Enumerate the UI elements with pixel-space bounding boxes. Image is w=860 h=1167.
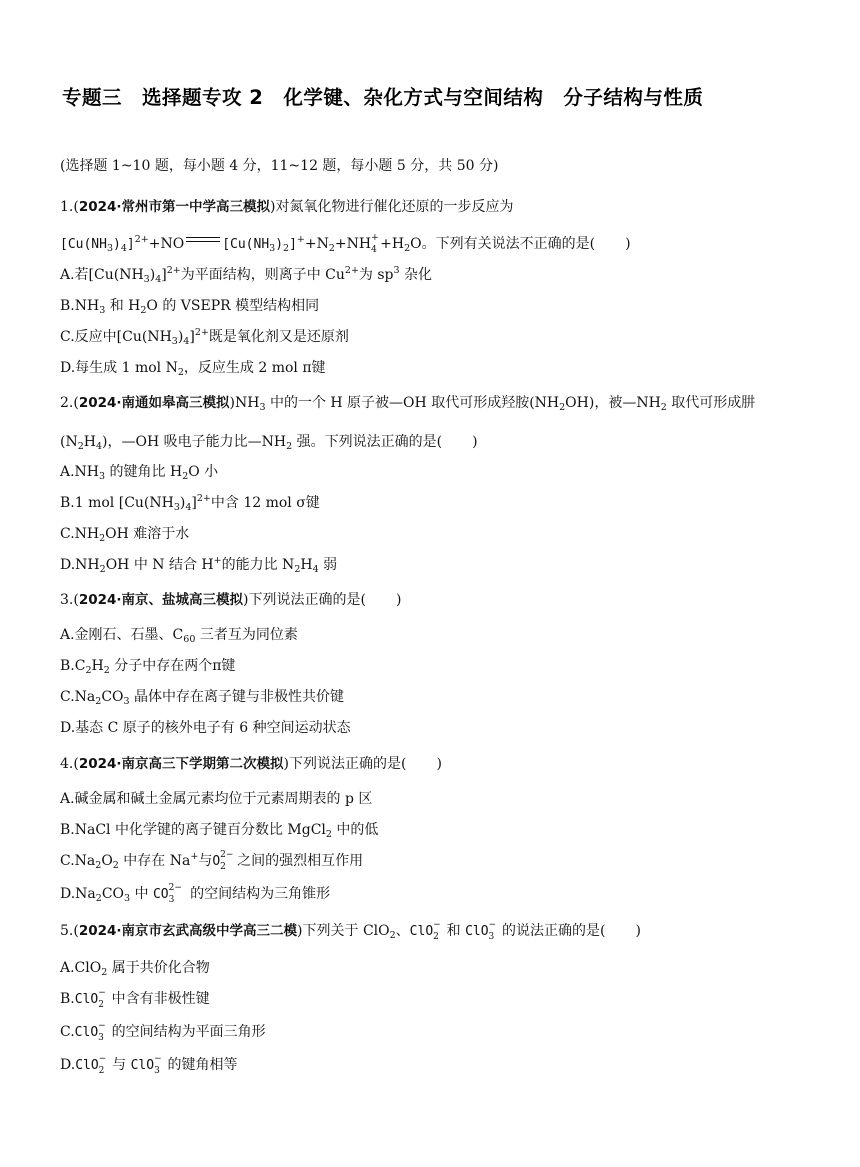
text-segment: O 小 [188,464,219,480]
text-segment: 弱 [318,557,338,573]
text-segment: 、 [395,923,410,939]
question-4-stem [60,754,442,774]
text-segment: +N [304,236,329,252]
text-segment: D.基态 C 原子的核外电子有 6 种空间运动状态 [60,720,351,736]
equals-sign [184,235,222,245]
subscript-text: 3 [99,471,106,482]
subscript-text: 4 [120,243,127,254]
text-segment: ，反应生成 2 mol π键 [183,360,326,376]
text-segment: ) [625,236,631,252]
question-1-stem [60,197,514,217]
text-segment: B. [60,991,75,1007]
text-segment: ] [189,329,195,345]
question-4-option-c[interactable] [60,851,363,872]
text-segment: ) [395,592,402,608]
question-1-option-c[interactable] [60,327,349,347]
text-segment: D.NH [60,557,100,573]
text-segment: 为 sp [358,267,394,283]
question-4-option-a[interactable] [60,789,372,809]
subscript-text: 3 [259,402,266,413]
subscript-text: 2 [140,305,147,316]
text-segment: C. [60,1024,75,1040]
text-segment: 4.( [60,756,79,772]
text-segment: 之间的强烈相互作用 [237,853,364,869]
text-segment: 的能力比 N [221,557,295,573]
text-segment: O 的 VSEPR 模型结构相同 [146,298,320,314]
text-segment: )下列关于 ClO [297,923,390,939]
text-segment: OH)，被—NH [565,395,661,411]
question-source: 2024·常州市第一中学高三模拟 [78,199,271,215]
question-1-option-a[interactable] [60,265,432,285]
text-segment: ) [472,434,478,450]
text-segment: 杂化 [399,267,433,283]
text-segment: ClO [465,924,489,939]
text-segment: − [488,920,497,930]
text-segment: 3 [488,932,495,942]
text-segment: ] [161,267,167,283]
subscript-text: 2 [99,533,106,544]
question-2-option-c[interactable] [60,524,189,544]
text-segment: 和 H [105,298,141,314]
text-segment: 中的低 [331,822,379,838]
subscript-text: 4 [183,336,190,347]
question-2-option-a[interactable] [60,462,218,482]
text-segment: +H [380,236,405,252]
subscript-text: 2 [294,564,301,575]
text-segment: A.碱金属和碱土金属元素均位于元素周期表的 p 区 [60,791,373,807]
text-segment: ) [113,237,121,252]
text-segment: B.NH [60,298,100,314]
text-segment: 取代可形成肼 [666,395,756,411]
text-segment: OH 难溶于水 [105,526,190,542]
text-segment: 三者互为同位素 [195,627,298,643]
text-segment: + [371,233,379,243]
superscript-text: + [190,851,199,862]
text-segment: 分子中存在两个π键 [109,658,236,674]
question-4-option-b[interactable] [60,820,378,840]
text-segment: 中含有非极性键 [107,991,210,1007]
subscript-text: 2 [95,893,102,904]
subscript-text: 3 [171,336,178,347]
subscript-text: 2 [77,441,84,452]
subscript-text: 3 [269,243,276,254]
text-segment: ClO [74,1025,99,1040]
text-segment: 与 [198,853,213,869]
text-segment: 的空间结构为平面三角形 [107,1024,266,1040]
text-segment: 的键角相等 [163,1057,238,1073]
text-segment: D. [60,1057,76,1073]
subscript-text: 2 [103,665,110,676]
text-segment: [Cu(NH [222,237,270,252]
text-segment: O。下列有关说法不正确的是( [410,236,596,252]
text-segment: 2.( [60,395,79,411]
subscript-text: 2 [177,367,184,378]
ion-formula [98,1021,107,1043]
text-segment: D.每生成 1 mol N [60,360,178,376]
text-segment: 1.( [60,199,79,215]
ion-formula [98,1054,108,1076]
question-2-stem [60,393,755,413]
text-segment: 的说法正确的是( [497,923,606,939]
text-segment: 中 [130,886,153,902]
ion-formula [220,850,234,872]
subscript-text: 4 [185,502,192,513]
superscript-text: 2+ [134,234,149,245]
question-5-option-d[interactable] [60,1055,238,1076]
subscript-text: 4 [155,274,162,285]
question-1-option-d[interactable] [60,358,326,378]
subscript-text: 2 [328,243,335,254]
text-segment: ) [177,329,184,345]
text-segment: D.Na [60,886,96,902]
subscript-text: 2 [99,564,106,575]
question-3-stem [60,590,401,610]
page-title: 专题三 选择题专攻 2 化学键、杂化方式与空间结构 分子结构与性质 [62,86,704,109]
question-2-stem-cont [60,432,478,452]
text-segment: 4 [371,245,377,255]
text-segment: 2− [168,883,182,893]
text-segment: A.金刚石、石墨、C [60,627,184,643]
text-segment: A.NH [60,464,100,480]
subscript-text: 2 [283,243,290,254]
question-1-equation [60,234,631,255]
question-3-option-c[interactable] [60,687,344,707]
text-segment: A.若[Cu(NH [60,267,144,283]
text-segment: 的空间结构为三角锥形 [185,886,331,902]
text-segment: 2 [98,1066,105,1076]
ion-formula [168,883,182,905]
question-4-option-d[interactable] [60,884,330,905]
text-segment: O [101,853,113,869]
text-segment: 2 [433,932,439,942]
text-segment: 中的一个 H 原子被—OH 取代可形成羟胺(NH [265,395,560,411]
text-segment: 2 [220,862,226,872]
subscript-text: 2 [404,243,411,254]
subscript-text: 2 [112,860,119,871]
text-segment: H [300,557,313,573]
superscript-text: + [213,555,222,566]
text-segment: ClO [130,1058,155,1073]
subscript-text: 3 [99,305,106,316]
subscript-text: 4 [312,564,319,575]
subscript-text: 2 [286,441,293,452]
subscript-text: 3 [106,243,114,254]
text-segment: H [91,658,104,674]
subscript-text: 2 [85,665,92,676]
subscript-text: 3 [143,274,150,285]
text-segment: )NH [229,395,260,411]
superscript-text: 2+ [344,265,359,276]
text-segment: ] [289,237,297,252]
ion-formula [98,988,107,1010]
text-segment: C.NH [60,526,100,542]
text-segment: ) [635,923,641,939]
text-segment: C.反应中[Cu(NH [60,329,172,345]
text-segment: 为平面结构，则离子中 Cu [180,267,345,283]
subscript-text: 4 [95,441,103,452]
text-segment: CO [101,886,125,902]
text-segment: +NH [334,236,372,252]
subscript-text: 2 [182,471,189,482]
text-segment: − [98,988,106,998]
question-source: 2024·南京、盐城高三模拟 [78,592,244,608]
subscript-text: 2 [95,696,102,707]
question-source: 2024·南京高三下学期第二次模拟 [78,756,284,772]
subscript-text: 2 [660,402,667,413]
text-segment: A.ClO [60,960,102,976]
text-segment: ClO [409,924,434,939]
text-segment: ClO [74,992,99,1007]
text-segment: ] [191,495,197,511]
text-segment: 与 [107,1057,131,1073]
ion-formula [488,920,498,942]
subscript-text: 2 [101,967,108,978]
subscript-text: 2 [95,860,102,871]
text-segment: 中存在 Na [118,853,191,869]
text-segment: ) [275,237,284,252]
superscript-text: + [296,234,305,245]
superscript-text: 2+ [196,493,211,504]
text-segment: 2 [98,1000,104,1010]
text-segment: OH 中 N 结合 H [105,557,214,573]
text-segment: 的键角比 H [105,464,183,480]
text-segment: − [98,1021,106,1031]
question-2-option-d[interactable] [60,555,337,575]
text-segment: ClO [75,1058,99,1073]
text-segment: )下列说法正确的是( [243,592,366,608]
subscript-text: 2 [559,402,566,413]
text-segment: − [433,920,441,930]
ion-formula [371,233,380,255]
text-segment: B.C [60,658,86,674]
question-5-option-c[interactable] [60,1022,266,1043]
question-3-option-a[interactable] [60,625,298,645]
text-segment: 3 [168,895,175,905]
superscript-text: 2+ [194,327,209,338]
text-segment: ) [179,495,186,511]
question-source: 2024·南京市玄武高级中学高三二模 [78,923,298,939]
ion-formula [154,1054,163,1076]
text-segment: 中含 12 mol σ键 [210,495,320,511]
text-segment: − [154,1054,162,1064]
superscript-text: 3 [393,265,400,276]
subscript-text: 60 [183,634,196,645]
question-5-stem [60,921,641,942]
text-segment: O [212,854,221,869]
question-1-option-b[interactable] [60,296,319,316]
text-segment: 5.( [60,923,79,939]
text-segment: 3 [98,1033,104,1043]
intro-text: (选择题 1~10 题，每小题 4 分，11~12 题，每小题 5 分，共 50 分) [60,158,499,174]
text-segment: 2− [220,850,234,860]
question-3-option-d[interactable] [60,718,351,738]
text-segment: ) [149,267,156,283]
text-segment: CO [101,689,124,705]
text-segment: H [83,434,96,450]
subscript-text: 2 [389,930,396,941]
question-source: 2024·南通如皋高三模拟 [78,395,230,411]
text-segment: C.Na [60,689,96,705]
text-segment: (N [60,434,78,450]
text-segment: B.1 mol [Cu(NH [60,495,174,511]
subscript-text: 3 [124,893,131,904]
text-segment: [Cu(NH [60,237,107,252]
subscript-text: 3 [123,696,130,707]
text-segment: 属于共价化合物 [107,960,210,976]
text-segment: )，—OH 吸电子能力比—NH [102,434,287,450]
text-segment: − [98,1054,107,1064]
text-segment: ] [126,237,135,252]
subscript-text: 2 [325,829,332,840]
text-segment: +NO [148,236,185,252]
text-segment: B.NaCl 中化学键的离子键百分数比 MgCl [60,822,326,838]
text-segment: CO [152,887,169,902]
text-segment: ) [436,756,442,772]
text-segment: 既是氧化剂又是还原剂 [208,329,349,345]
text-segment: )对氮氧化物进行催化还原的一步反应为 [270,199,514,215]
text-segment: )下列说法正确的是( [283,756,407,772]
ion-formula [433,920,442,942]
text-segment: 和 [442,923,466,939]
text-segment: 3.( [60,592,79,608]
question-5-option-b[interactable] [60,989,210,1010]
question-2-option-b[interactable] [60,493,320,513]
text-segment: 强。下列说法正确的是( [292,434,443,450]
superscript-text: 2+ [166,265,181,276]
question-3-option-b[interactable] [60,656,235,676]
text-segment: 3 [154,1066,160,1076]
text-segment: C.Na [60,853,96,869]
subscript-text: 3 [173,502,180,513]
question-5-option-a[interactable] [60,958,210,978]
text-segment: 晶体中存在离子键与非极性共价键 [129,689,345,705]
